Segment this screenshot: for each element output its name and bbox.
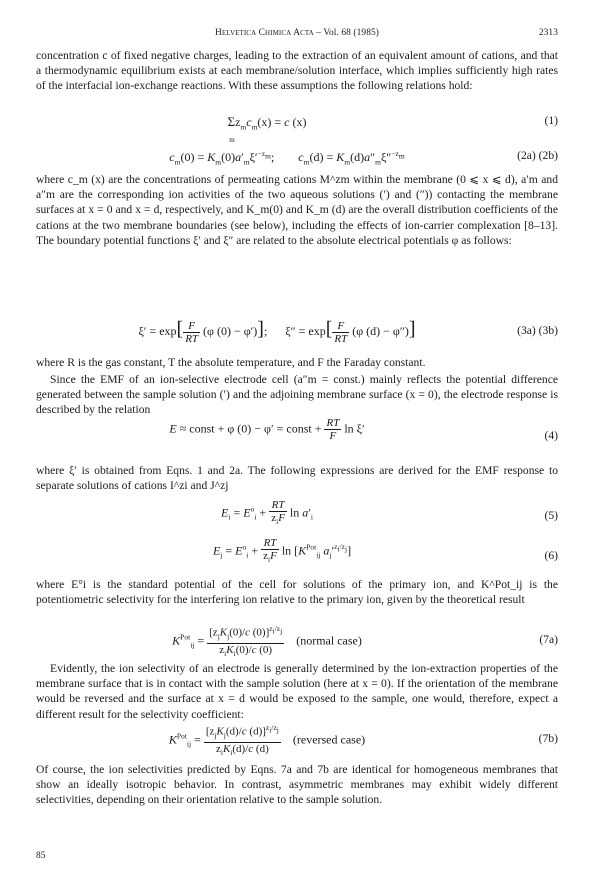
equation-6-body: $E_j = E^o_i$ + $\frac{RT}{z_iF}$ $\ln [K^{Pot}_{ij}$ $a_j'^{z_i/z_j}$] xyxy=(212,537,352,565)
paragraph-5: where ξ′ is obtained from Eqns. 1 and 2a. The following expressions are derived for the EMF response to separate solutions of cations I^zi and J^zj xyxy=(36,464,558,493)
equation-6 xyxy=(36,537,558,571)
equation-1 xyxy=(36,114,558,145)
paragraph-3: where R is the gas constant, T the absolute temperature, and F the Faraday constant. xyxy=(36,356,426,369)
paragraph-2: where c_m (x) are the concentrations of permeating cations M^zm within the membrane (0 ⩽ x ⩽ d), a′m and a″m are the corresponding ion activities of the two aqueous solutions (′) and (″)) contacting the membrane surfaces at x = 0 and x = d, respectively, and K_m(0) and K_m (d) are the overall distribution coefficients of the cations at the two membrane boundaries (see below), including the effects of ion-carrier complexation [8–13]. The boundary potential functions ξ′ and ξ″ are related to the absolute electrical potentials φ as follows: xyxy=(36,173,558,247)
running-header xyxy=(36,28,558,38)
equation-5-number: (5) xyxy=(544,509,558,522)
equation-3 xyxy=(36,314,558,348)
equation-2 xyxy=(36,149,558,169)
equation-7b xyxy=(36,722,558,756)
equation-4-body: E ≈ const + φ (0) − φ′ = const + $\frac{RT}{F}$ ln ξ′ xyxy=(169,417,365,442)
equation-7a-number: (7a) xyxy=(539,633,558,646)
equation-7a-note: (normal case) xyxy=(296,633,362,648)
equation-7b-body: $K^{Pot}_{ij}$ = $\frac{[z_jK_j(d)/c (d)]^{z_i/z_j}}{z_iK_i(d)/c (d)}$ (reversed case) xyxy=(168,723,366,758)
header-separator: – xyxy=(313,28,324,38)
equation-4 xyxy=(36,417,558,451)
equation-7a xyxy=(36,623,558,657)
paragraph-1: concentration c of fixed negative charges, leading to the extraction of an equivalent amount of cations, and that a thermodynamic equilibrium exists at each membrane/solution interface, which implies sufficiently high rates of the interfacial ion-exchange reactions. With these assumptions the following relations hold: xyxy=(36,49,558,93)
equation-1-number: (1) xyxy=(544,114,558,127)
journal-volume: Vol. 68 (1985) xyxy=(323,28,379,38)
equation-6-number: (6) xyxy=(544,549,558,562)
paragraph-6: where E°i is the standard potential of the cell for solutions of the primary ion, and K^Pot_ij is the potentiometric selectivity for the interfering ion relative to the primary ion, given by the theoretical result xyxy=(36,578,558,607)
equation-7b-number: (7b) xyxy=(538,732,558,745)
equation-3-body: ξ′ = exp[ $\frac{F}{RT}$ (φ (0) − φ′)]; ξ″ = exp[ $\frac{F}{RT}$ (φ (d) − φ″)] xyxy=(138,318,416,345)
equation-5-body: $E_i = E^o_i$ + $\frac{RT}{z_iF}$ $\ln a'_i$ xyxy=(221,499,313,527)
paragraph-8: Of course, the ion selectivities predicted by Eqns. 7a and 7b are identical for homogeneous membranes that show an ideally isotropic behavior. In contrast, asymmetric membranes may exhibit widely different selectivities, depending on their orientation relative to the sample solution. xyxy=(36,763,558,807)
equation-2-body: $c_m(0) = K_m(0)a'_m\xi'^{-z_m}$; $c_m(d) = K_m(d)a''_m\xi''^{-z_m}$ xyxy=(169,149,405,167)
equation-7b-note: (reversed case) xyxy=(292,732,366,747)
equation-1-body: $\Sigma z_mc_m(x) = c$ (x) m xyxy=(227,114,307,145)
paper-page xyxy=(36,0,558,888)
equation-4-number: (4) xyxy=(544,429,558,442)
equation-7a-body: $K^{Pot}_{ij}$ = $\frac{[z_jK_j(0)/c (0)]^{z_i/z_j}}{z_iK_i(0)/c (0)}$ (normal case) xyxy=(172,624,362,659)
paragraph-7: Evidently, the ion selectivity of an electrode is generally determined by the ion-extraction properties of the membrane surface that is in contact with the sample solution (here at x = 0). If the orientation of the membrane would be reversed and the surface at x = d would be exposed to the sample, one would, therefore, expect a different result for the selectivity coefficient: xyxy=(36,662,558,721)
equation-5 xyxy=(36,499,558,533)
page-number: 2313 xyxy=(538,28,558,38)
equation-2-number: (2a) (2b) xyxy=(517,149,558,162)
equation-3-number: (3a) (3b) xyxy=(517,324,558,337)
journal-name: Helvetica Chimica Acta xyxy=(214,28,314,38)
footer-page-label: 85 xyxy=(36,851,46,861)
paragraph-4: Since the EMF of an ion-selective electrode cell (a″m = const.) mainly reflects the potential difference generated between the sample solution (′) and the adjoining membrane surface (x = 0), the electrode response is described by the relation xyxy=(36,373,558,417)
